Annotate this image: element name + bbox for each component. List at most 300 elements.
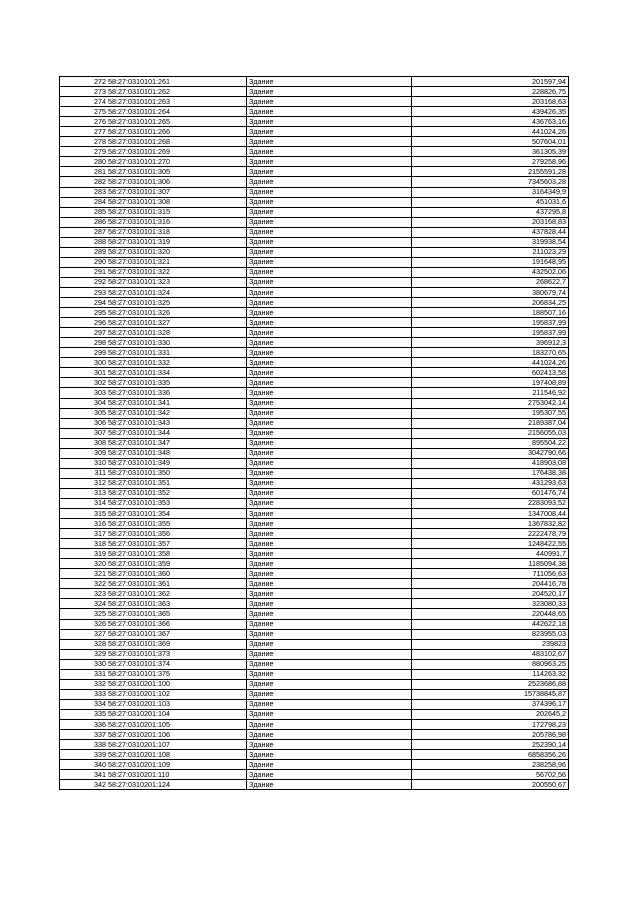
cadastral-number: 58:27:0310101:356	[108, 529, 247, 539]
cadastral-number: 58:27:0310101:331	[108, 348, 247, 358]
table-row	[60, 247, 569, 257]
cadastral-number: 58:27:0310201:106	[108, 730, 247, 740]
object-type: Здание	[247, 97, 412, 107]
table-row	[60, 117, 569, 127]
cadastral-number: 58:27:0310101:341	[108, 398, 247, 408]
row-number: 288	[60, 237, 109, 247]
table-row	[60, 298, 569, 308]
object-type: Здание	[247, 689, 412, 699]
row-number: 328	[60, 639, 109, 649]
table-row	[60, 689, 569, 699]
object-type: Здание	[247, 197, 412, 207]
table-row	[60, 619, 569, 629]
cadastral-number: 58:27:0310101:362	[108, 589, 247, 599]
row-number: 332	[60, 679, 109, 689]
cadastral-number: 58:27:0310101:323	[108, 277, 247, 287]
row-number: 273	[60, 87, 109, 97]
cadastral-number: 58:27:0310101:347	[108, 438, 247, 448]
cadastral-number: 58:27:0310101:349	[108, 458, 247, 468]
cadastral-number: 58:27:0310101:308	[108, 197, 247, 207]
object-type: Здание	[247, 639, 412, 649]
cadastral-value: 823955,03	[412, 629, 569, 639]
table-row	[60, 448, 569, 458]
table-row	[60, 438, 569, 448]
object-type: Здание	[247, 529, 412, 539]
table-row	[60, 157, 569, 167]
table-row	[60, 629, 569, 639]
row-number: 285	[60, 207, 109, 217]
cadastral-number: 58:27:0310101:306	[108, 177, 247, 187]
cadastral-value: 507604,01	[412, 137, 569, 147]
cadastral-value: 220448,65	[412, 609, 569, 619]
cadastral-value: 441024,26	[412, 127, 569, 137]
object-type: Здание	[247, 649, 412, 659]
cadastral-number: 58:27:0310101:330	[108, 338, 247, 348]
row-number: 305	[60, 408, 109, 418]
table-row	[60, 669, 569, 679]
row-number: 317	[60, 529, 109, 539]
object-type: Здание	[247, 730, 412, 740]
object-type: Здание	[247, 227, 412, 237]
cadastral-value: 1347008,44	[412, 509, 569, 519]
cadastral-value: 442622,18	[412, 619, 569, 629]
object-type: Здание	[247, 709, 412, 719]
cadastral-value: 3042790,66	[412, 448, 569, 458]
row-number: 300	[60, 358, 109, 368]
row-number: 342	[60, 780, 109, 790]
cadastral-value: 202645,2	[412, 709, 569, 719]
object-type: Здание	[247, 599, 412, 609]
object-type: Здание	[247, 509, 412, 519]
row-number: 284	[60, 197, 109, 207]
cadastral-value: 203168,83	[412, 217, 569, 227]
cadastral-value: 238258,96	[412, 760, 569, 770]
cadastral-number: 58:27:0310101:369	[108, 639, 247, 649]
cadastral-number: 58:27:0310101:268	[108, 137, 247, 147]
row-number: 313	[60, 488, 109, 498]
table-row	[60, 720, 569, 730]
cadastral-value: 437295,8	[412, 207, 569, 217]
cadastral-value: 279258,96	[412, 157, 569, 167]
table-row	[60, 187, 569, 197]
table-row	[60, 197, 569, 207]
object-type: Здание	[247, 589, 412, 599]
table-row	[60, 227, 569, 237]
cadastral-number: 58:27:0310101:318	[108, 227, 247, 237]
cadastral-number: 58:27:0310101:353	[108, 498, 247, 508]
cadastral-value: 252390,14	[412, 740, 569, 750]
object-type: Здание	[247, 609, 412, 619]
cadastral-number: 58:27:0310101:264	[108, 107, 247, 117]
table-row	[60, 368, 569, 378]
cadastral-value: 432502,06	[412, 267, 569, 277]
object-type: Здание	[247, 760, 412, 770]
row-number: 291	[60, 267, 109, 277]
table-row	[60, 750, 569, 760]
object-type: Здание	[247, 368, 412, 378]
object-type: Здание	[247, 669, 412, 679]
object-type: Здание	[247, 87, 412, 97]
row-number: 293	[60, 287, 109, 297]
table-row	[60, 458, 569, 468]
table-row	[60, 468, 569, 478]
row-number: 326	[60, 619, 109, 629]
cadastral-value: 1185094,38	[412, 559, 569, 569]
row-number: 315	[60, 509, 109, 519]
row-number: 325	[60, 609, 109, 619]
cadastral-value: 711056,63	[412, 569, 569, 579]
table-row	[60, 167, 569, 177]
row-number: 301	[60, 368, 109, 378]
row-number: 335	[60, 709, 109, 719]
cadastral-number: 58:27:0310101:315	[108, 207, 247, 217]
object-type: Здание	[247, 177, 412, 187]
row-number: 308	[60, 438, 109, 448]
object-type: Здание	[247, 679, 412, 689]
cadastral-value: 2222478,79	[412, 529, 569, 539]
row-number: 274	[60, 97, 109, 107]
cadastral-value: 195837,99	[412, 318, 569, 328]
row-number: 339	[60, 750, 109, 760]
cadastral-value: 172798,23	[412, 720, 569, 730]
cadastral-value: 880963,25	[412, 659, 569, 669]
cadastral-number: 58:27:0310101:321	[108, 257, 247, 267]
object-type: Здание	[247, 77, 412, 87]
object-type: Здание	[247, 659, 412, 669]
table-row	[60, 428, 569, 438]
cadastral-value: 195307,55	[412, 408, 569, 418]
row-number: 296	[60, 318, 109, 328]
cadastral-value: 114263,32	[412, 669, 569, 679]
cadastral-value: 361305,39	[412, 147, 569, 157]
object-type: Здание	[247, 318, 412, 328]
cadastral-number: 58:27:0310101:307	[108, 187, 247, 197]
cadastral-number: 58:27:0310101:350	[108, 468, 247, 478]
cadastral-value: 239823	[412, 639, 569, 649]
cadastral-value: 436763,16	[412, 117, 569, 127]
cadastral-value: 6858356,26	[412, 750, 569, 760]
cadastral-number: 58:27:0310101:361	[108, 579, 247, 589]
object-type: Здание	[247, 720, 412, 730]
cadastral-number: 58:27:0310101:269	[108, 147, 247, 157]
row-number: 303	[60, 388, 109, 398]
cadastral-number: 58:27:0310101:305	[108, 167, 247, 177]
cadastral-value: 15738845,87	[412, 689, 569, 699]
row-number: 323	[60, 589, 109, 599]
row-number: 341	[60, 770, 109, 780]
cadastral-number: 58:27:0310101:335	[108, 378, 247, 388]
object-type: Здание	[247, 770, 412, 780]
table-row	[60, 740, 569, 750]
cadastral-number: 58:27:0310101:332	[108, 358, 247, 368]
cadastral-number: 58:27:0310101:348	[108, 448, 247, 458]
cadastral-value: 201597,94	[412, 77, 569, 87]
row-number: 287	[60, 227, 109, 237]
cadastral-value: 439426,35	[412, 107, 569, 117]
cadastral-value: 205786,98	[412, 730, 569, 740]
object-type: Здание	[247, 217, 412, 227]
table-row	[60, 709, 569, 719]
table-row	[60, 237, 569, 247]
object-type: Здание	[247, 448, 412, 458]
object-type: Здание	[247, 629, 412, 639]
cadastral-number: 58:27:0310101:263	[108, 97, 247, 107]
cadastral-number: 58:27:0310101:262	[108, 87, 247, 97]
cadastral-value: 203168,63	[412, 97, 569, 107]
table-row	[60, 127, 569, 137]
object-type: Здание	[247, 187, 412, 197]
table-row	[60, 408, 569, 418]
table-row	[60, 498, 569, 508]
cadastral-value: 451031,6	[412, 197, 569, 207]
row-number: 333	[60, 689, 109, 699]
table-row	[60, 147, 569, 157]
cadastral-number: 58:27:0310201:102	[108, 689, 247, 699]
row-number: 279	[60, 147, 109, 157]
row-number: 298	[60, 338, 109, 348]
table-row	[60, 488, 569, 498]
row-number: 316	[60, 519, 109, 529]
table-row	[60, 338, 569, 348]
table-row	[60, 378, 569, 388]
row-number: 280	[60, 157, 109, 167]
object-type: Здание	[247, 338, 412, 348]
cadastral-value: 176438,38	[412, 468, 569, 478]
object-type: Здание	[247, 378, 412, 388]
table-row	[60, 730, 569, 740]
row-number: 322	[60, 579, 109, 589]
cadastral-value: 441024,26	[412, 358, 569, 368]
cadastral-number: 58:27:0310101:325	[108, 298, 247, 308]
row-number: 311	[60, 468, 109, 478]
object-type: Здание	[247, 328, 412, 338]
cadastral-value: 56702,56	[412, 770, 569, 780]
table-row	[60, 137, 569, 147]
cadastral-value: 483102,67	[412, 649, 569, 659]
cadastral-value: 380679,74	[412, 287, 569, 297]
cadastral-value: 601476,74	[412, 488, 569, 498]
row-number: 330	[60, 659, 109, 669]
object-type: Здание	[247, 207, 412, 217]
table-row	[60, 308, 569, 318]
table-row	[60, 418, 569, 428]
object-type: Здание	[247, 750, 412, 760]
table-row	[60, 639, 569, 649]
object-type: Здание	[247, 117, 412, 127]
cadastral-number: 58:27:0310101:360	[108, 569, 247, 579]
table-row	[60, 277, 569, 287]
cadastral-number: 58:27:0310101:357	[108, 539, 247, 549]
object-type: Здание	[247, 308, 412, 318]
row-number: 340	[60, 760, 109, 770]
row-number: 314	[60, 498, 109, 508]
object-type: Здание	[247, 127, 412, 137]
cadastral-number: 58:27:0310101:326	[108, 308, 247, 318]
table-row	[60, 659, 569, 669]
cadastral-number: 58:27:0310101:316	[108, 217, 247, 227]
cadastral-value: 7345603,28	[412, 177, 569, 187]
cadastral-value: 191648,95	[412, 257, 569, 267]
object-type: Здание	[247, 388, 412, 398]
table-row	[60, 539, 569, 549]
table-row	[60, 107, 569, 117]
cadastral-number: 58:27:0310101:319	[108, 237, 247, 247]
table-row	[60, 649, 569, 659]
table-row	[60, 267, 569, 277]
object-type: Здание	[247, 157, 412, 167]
cadastral-value: 211023,29	[412, 247, 569, 257]
cadastral-value: 1248422,55	[412, 539, 569, 549]
row-number: 318	[60, 539, 109, 549]
cadastral-value: 211546,92	[412, 388, 569, 398]
object-type: Здание	[247, 619, 412, 629]
cadastral-number: 58:27:0310101:352	[108, 488, 247, 498]
cadastral-number: 58:27:0310101:334	[108, 368, 247, 378]
cadastral-value: 2283093,52	[412, 498, 569, 508]
object-type: Здание	[247, 488, 412, 498]
cadastral-number: 58:27:0310101:355	[108, 519, 247, 529]
cadastral-number: 58:27:0310101:266	[108, 127, 247, 137]
object-type: Здание	[247, 699, 412, 709]
cadastral-number: 58:27:0310101:261	[108, 77, 247, 87]
cadastral-number: 58:27:0310101:342	[108, 408, 247, 418]
cadastral-value: 1367832,82	[412, 519, 569, 529]
table-row	[60, 770, 569, 780]
object-type: Здание	[247, 257, 412, 267]
object-type: Здание	[247, 498, 412, 508]
object-type: Здание	[247, 539, 412, 549]
cadastral-number: 58:27:0310101:366	[108, 619, 247, 629]
cadastral-value: 319938,54	[412, 237, 569, 247]
cadastral-number: 58:27:0310101:359	[108, 559, 247, 569]
row-number: 337	[60, 730, 109, 740]
cadastral-value: 268622,7	[412, 277, 569, 287]
table-row	[60, 398, 569, 408]
object-type: Здание	[247, 298, 412, 308]
cadastral-value: 204520,17	[412, 589, 569, 599]
cadastral-number: 58:27:0310201:104	[108, 709, 247, 719]
cadastral-number: 58:27:0310201:103	[108, 699, 247, 709]
row-number: 309	[60, 448, 109, 458]
cadastral-number: 58:27:0310101:320	[108, 247, 247, 257]
cadastral-number: 58:27:0310101:336	[108, 388, 247, 398]
cadastral-number: 58:27:0310201:107	[108, 740, 247, 750]
cadastral-number: 58:27:0310201:105	[108, 720, 247, 730]
cadastral-number: 58:27:0310101:354	[108, 509, 247, 519]
row-number: 336	[60, 720, 109, 730]
table-body	[60, 77, 569, 790]
cadastral-value: 418903,08	[412, 458, 569, 468]
row-number: 321	[60, 569, 109, 579]
object-type: Здание	[247, 559, 412, 569]
cadastral-number: 58:27:0310101:270	[108, 157, 247, 167]
table-row	[60, 609, 569, 619]
table-row	[60, 77, 569, 87]
cadastral-number: 58:27:0310101:343	[108, 418, 247, 428]
object-type: Здание	[247, 569, 412, 579]
object-type: Здание	[247, 478, 412, 488]
table-row	[60, 328, 569, 338]
cadastral-number: 58:27:0310101:344	[108, 428, 247, 438]
cadastral-number: 58:27:0310101:265	[108, 117, 247, 127]
cadastral-value: 374396,17	[412, 699, 569, 709]
cadastral-number: 58:27:0310101:358	[108, 549, 247, 559]
table-row	[60, 358, 569, 368]
cadastral-number: 58:27:0310101:363	[108, 599, 247, 609]
row-number: 329	[60, 649, 109, 659]
cadastral-value: 188507,16	[412, 308, 569, 318]
table-row	[60, 318, 569, 328]
row-number: 324	[60, 599, 109, 609]
cadastral-value: 183270,65	[412, 348, 569, 358]
object-type: Здание	[247, 147, 412, 157]
table-row	[60, 287, 569, 297]
cadastral-value: 206834,25	[412, 298, 569, 308]
table-row	[60, 569, 569, 579]
row-number: 338	[60, 740, 109, 750]
row-number: 286	[60, 217, 109, 227]
table-row	[60, 177, 569, 187]
table-row	[60, 699, 569, 709]
object-type: Здание	[247, 137, 412, 147]
row-number: 282	[60, 177, 109, 187]
cadastral-value: 2155591,28	[412, 167, 569, 177]
object-type: Здание	[247, 398, 412, 408]
cadastral-number: 58:27:0310201:110	[108, 770, 247, 780]
cadastral-number: 58:27:0310101:374	[108, 659, 247, 669]
object-type: Здание	[247, 267, 412, 277]
cadastral-number: 58:27:0310201:100	[108, 679, 247, 689]
cadastral-value: 228826,75	[412, 87, 569, 97]
table-row	[60, 679, 569, 689]
row-number: 299	[60, 348, 109, 358]
table-row	[60, 509, 569, 519]
cadastral-table	[59, 76, 569, 790]
object-type: Здание	[247, 418, 412, 428]
cadastral-number: 58:27:0310101:328	[108, 328, 247, 338]
table-row	[60, 388, 569, 398]
object-type: Здание	[247, 237, 412, 247]
table-row	[60, 589, 569, 599]
row-number: 278	[60, 137, 109, 147]
object-type: Здание	[247, 287, 412, 297]
table-row	[60, 207, 569, 217]
table-row	[60, 87, 569, 97]
table-row	[60, 348, 569, 358]
cadastral-number: 58:27:0310101:365	[108, 609, 247, 619]
row-number: 306	[60, 418, 109, 428]
object-type: Здание	[247, 740, 412, 750]
cadastral-value: 396912,3	[412, 338, 569, 348]
cadastral-value: 440991,7	[412, 549, 569, 559]
table-row	[60, 549, 569, 559]
object-type: Здание	[247, 277, 412, 287]
cadastral-number: 58:27:0310101:327	[108, 318, 247, 328]
table-row	[60, 478, 569, 488]
cadastral-value: 197408,89	[412, 378, 569, 388]
row-number: 275	[60, 107, 109, 117]
table-row	[60, 97, 569, 107]
table-row	[60, 760, 569, 770]
object-type: Здание	[247, 549, 412, 559]
object-type: Здание	[247, 107, 412, 117]
row-number: 276	[60, 117, 109, 127]
table-row	[60, 519, 569, 529]
cadastral-value: 323080,33	[412, 599, 569, 609]
row-number: 294	[60, 298, 109, 308]
row-number: 290	[60, 257, 109, 267]
cadastral-value: 204416,78	[412, 579, 569, 589]
